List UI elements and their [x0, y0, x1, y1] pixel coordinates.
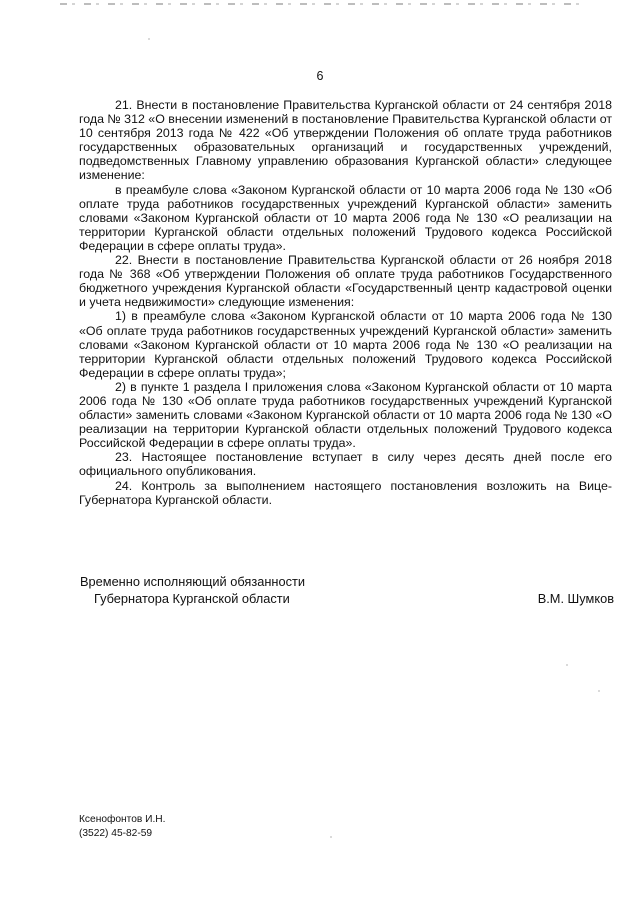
page-number: 6	[316, 69, 324, 83]
paragraph-22-item-2: 2) в пункте 1 раздела I приложения слова «Законом Курганской области от 10 марта 2006 года № 130 «Об оплате труда работников государственных учреждений Курганской области» заменить словами «Законом Курганской области от 10 марта 2006 года № 130 «О реализации на территории Курганской области отдельных положений Трудового кодекса Российской Федерации в сфере оплаты труда».	[79, 379, 612, 451]
document-body	[79, 98, 612, 507]
scan-speck	[148, 38, 150, 40]
signatory-name: В.М. Шумков	[537, 591, 614, 606]
scan-speck	[330, 836, 332, 838]
paragraph-22: 22. Внести в постановление Правительства Курганской области от 26 ноября 2018 года № 368 «Об утверждении Положения об оплате труда работников Государственного бюджетного учреждения Курганской области «Государственный центр кадастровой оценки и учета недвижимости» следующие изменения:	[79, 253, 612, 310]
executor-name: Ксенофонтов И.Н.	[79, 814, 166, 825]
scan-speck	[566, 664, 568, 666]
paragraph-23: 23. Настоящее постановление вступает в силу через десять дней после его официального опубликования.	[79, 450, 612, 479]
scan-speck	[598, 690, 600, 692]
paragraph-21: 21. Внести в постановление Правительства Курганской области от 24 сентября 2018 года № 312 «О внесении изменений в постановление Правительства Курганской области от 10 сентября 2013 года № 422 «Об утверждении Положения об оплате труда работников государственных образовательных организаций и государственных учреждений, подведомственных Главному управлению образования Курганской области» следующее изменение:	[79, 98, 612, 183]
paragraph-24: 24. Контроль за выполнением настоящего постановления возложить на Вице-Губернатора Курганской области.	[79, 478, 612, 507]
executor-phone: (3522) 45-82-59	[79, 828, 153, 839]
signatory-title-line1: Временно исполняющий обязанности	[80, 574, 305, 589]
paragraph-21-amendment: в преамбуле слова «Законом Курганской области от 10 марта 2006 года № 130 «Об оплате труда работников государственных учреждений Курганской области» заменить словами «Законом Курганской области от 10 марта 2006 года № 130 «О реализации на территории Курганской области отдельных положений Трудового кодекса Российской Федерации в сфере оплаты труда».	[79, 182, 612, 253]
signatory-title-line2: Губернатора Курганской области	[94, 591, 290, 606]
paragraph-22-item-1: 1) в преамбуле слова «Законом Курганской области от 10 марта 2006 года № 130 «Об оплате труда работников государственных учреждений Курганской области» заменить словами «Законом Курганской области от 10 марта 2006 года № 130 «О реализации на территории Курганской области отдельных положений Трудового кодекса Российской Федерации в сфере оплаты труда»;	[79, 309, 612, 380]
scan-artifact-top	[60, 3, 580, 5]
